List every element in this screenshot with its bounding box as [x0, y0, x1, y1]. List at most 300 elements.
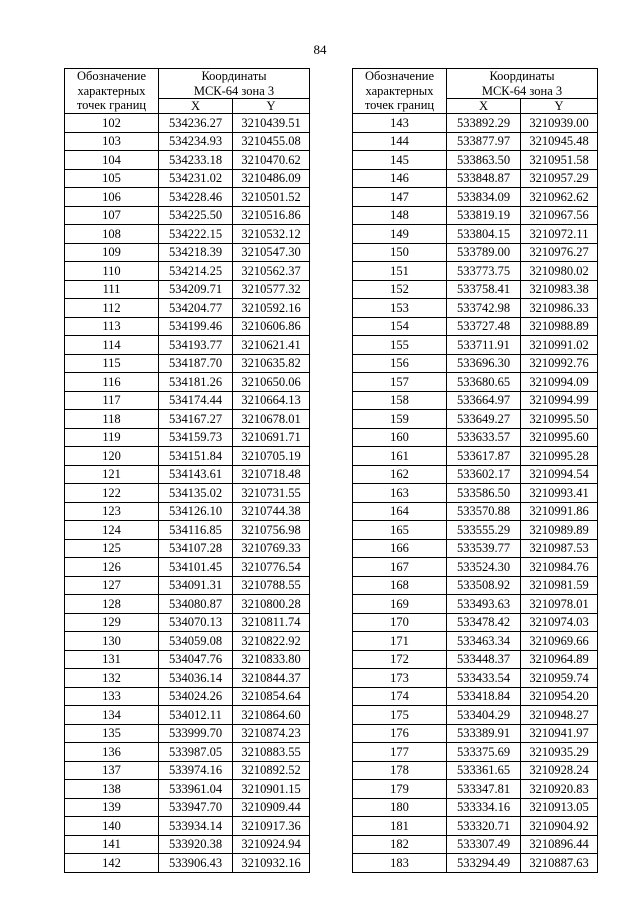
- point-id-cell: 137: [65, 761, 159, 780]
- x-coordinate-cell: 534151.84: [159, 447, 233, 466]
- x-coordinate-cell: 533877.97: [447, 132, 521, 151]
- x-coordinate-cell: 533892.29: [447, 114, 521, 133]
- y-coordinate-cell: 3210932.16: [233, 854, 310, 873]
- y-coordinate-cell: 3210718.48: [233, 465, 310, 484]
- y-coordinate-cell: 3210951.58: [521, 151, 598, 170]
- x-coordinate-cell: 533493.63: [447, 595, 521, 614]
- y-coordinate-cell: 3210833.80: [233, 650, 310, 669]
- y-coordinate-cell: 3210844.37: [233, 669, 310, 688]
- point-id-cell: 144: [353, 132, 447, 151]
- x-coordinate-cell: 534135.02: [159, 484, 233, 503]
- x-coordinate-cell: 534236.27: [159, 114, 233, 133]
- table-row: [353, 687, 598, 706]
- x-coordinate-cell: 534159.73: [159, 428, 233, 447]
- x-coordinate-cell: 533294.49: [447, 854, 521, 873]
- x-coordinate-cell: 533711.91: [447, 336, 521, 355]
- point-id-cell: 125: [65, 539, 159, 558]
- y-coordinate-cell: 3210883.55: [233, 743, 310, 762]
- table-row: [65, 817, 310, 836]
- table-row: [353, 706, 598, 725]
- x-coordinate-cell: 533947.70: [159, 798, 233, 817]
- x-coordinate-cell: 533389.91: [447, 724, 521, 743]
- x-coordinate-cell: 534059.08: [159, 632, 233, 651]
- y-coordinate-cell: 3210972.11: [521, 225, 598, 244]
- y-coordinate-cell: 3210974.03: [521, 613, 598, 632]
- y-coordinate-cell: 3210705.19: [233, 447, 310, 466]
- table-row: [353, 151, 598, 170]
- point-id-cell: 103: [65, 132, 159, 151]
- y-coordinate-cell: 3210967.56: [521, 206, 598, 225]
- point-id-cell: 117: [65, 391, 159, 410]
- point-id-cell: 176: [353, 724, 447, 743]
- table-row: [65, 743, 310, 762]
- table-row: [65, 225, 310, 244]
- y-coordinate-cell: 3210650.06: [233, 373, 310, 392]
- point-id-cell: 157: [353, 373, 447, 392]
- point-id-cell: 134: [65, 706, 159, 725]
- x-coordinate-cell: 533819.19: [447, 206, 521, 225]
- point-id-cell: 161: [353, 447, 447, 466]
- table-row: [65, 706, 310, 725]
- x-coordinate-cell: 533758.41: [447, 280, 521, 299]
- y-coordinate-cell: 3210983.38: [521, 280, 598, 299]
- header-label-line: точек границ: [364, 98, 435, 113]
- table-row: [65, 558, 310, 577]
- y-coordinate-cell: 3210995.60: [521, 428, 598, 447]
- y-coordinate-cell: 3210945.48: [521, 132, 598, 151]
- x-coordinate-cell: 534231.02: [159, 169, 233, 188]
- x-coordinate-cell: 533586.50: [447, 484, 521, 503]
- point-id-cell: 147: [353, 188, 447, 207]
- point-id-cell: 129: [65, 613, 159, 632]
- table-row: [65, 724, 310, 743]
- y-coordinate-cell: 3210811.74: [233, 613, 310, 632]
- table-row: [65, 151, 310, 170]
- x-coordinate-cell: 533555.29: [447, 521, 521, 540]
- y-coordinate-cell: 3210635.82: [233, 354, 310, 373]
- x-coordinate-cell: 534233.18: [159, 151, 233, 170]
- y-coordinate-cell: 3210939.00: [521, 114, 598, 133]
- point-id-cell: 140: [65, 817, 159, 836]
- y-coordinate-cell: 3210621.41: [233, 336, 310, 355]
- y-coordinate-cell: 3210976.27: [521, 243, 598, 262]
- x-coordinate-cell: 533375.69: [447, 743, 521, 762]
- point-id-cell: 133: [65, 687, 159, 706]
- x-coordinate-cell: 534091.31: [159, 576, 233, 595]
- x-coordinate-cell: 533539.77: [447, 539, 521, 558]
- header-label-line: характерных: [77, 83, 146, 98]
- y-coordinate-cell: 3210991.02: [521, 336, 598, 355]
- table-row: [353, 761, 598, 780]
- y-coordinate-cell: 3210920.83: [521, 780, 598, 799]
- table-row: [65, 428, 310, 447]
- x-coordinate-cell: 534107.28: [159, 539, 233, 558]
- table-row: [353, 410, 598, 429]
- x-coordinate-cell: 534012.11: [159, 706, 233, 725]
- table-row: [65, 410, 310, 429]
- y-coordinate-cell: 3210887.63: [521, 854, 598, 873]
- point-id-cell: 126: [65, 558, 159, 577]
- header-label-line: Обозначение: [364, 69, 435, 84]
- y-coordinate-cell: 3210995.28: [521, 447, 598, 466]
- point-id-cell: 153: [353, 299, 447, 318]
- x-coordinate-cell: 533804.15: [447, 225, 521, 244]
- x-coordinate-cell: 534234.93: [159, 132, 233, 151]
- point-id-cell: 141: [65, 835, 159, 854]
- point-id-cell: 163: [353, 484, 447, 503]
- x-coordinate-cell: 533727.48: [447, 317, 521, 336]
- point-id-cell: 180: [353, 798, 447, 817]
- table-row: [353, 447, 598, 466]
- x-coordinate-cell: 534047.76: [159, 650, 233, 669]
- y-coordinate-cell: 3210991.86: [521, 502, 598, 521]
- x-coordinate-cell: 533999.70: [159, 724, 233, 743]
- table-body-right: [353, 114, 598, 873]
- y-coordinate-cell: 3210664.13: [233, 391, 310, 410]
- x-coordinate-cell: 534181.26: [159, 373, 233, 392]
- table-row: [65, 835, 310, 854]
- y-coordinate-cell: 3210917.36: [233, 817, 310, 836]
- point-id-cell: 164: [353, 502, 447, 521]
- coordinates-table-right: [352, 68, 598, 873]
- y-coordinate-cell: 3210532.12: [233, 225, 310, 244]
- x-coordinate-cell: 533433.54: [447, 669, 521, 688]
- y-coordinate-cell: 3210989.89: [521, 521, 598, 540]
- table-row: [65, 132, 310, 151]
- point-id-cell: 152: [353, 280, 447, 299]
- point-id-cell: 138: [65, 780, 159, 799]
- table-row: [353, 188, 598, 207]
- x-coordinate-cell: 534116.85: [159, 521, 233, 540]
- point-id-cell: 151: [353, 262, 447, 281]
- table-row: [353, 817, 598, 836]
- y-coordinate-cell: 3210981.59: [521, 576, 598, 595]
- table-row: [65, 317, 310, 336]
- point-id-cell: 120: [65, 447, 159, 466]
- x-coordinate-cell: 533848.87: [447, 169, 521, 188]
- header-y: Y: [233, 99, 310, 114]
- point-id-cell: 159: [353, 410, 447, 429]
- table-row: [353, 521, 598, 540]
- point-id-cell: 107: [65, 206, 159, 225]
- y-coordinate-cell: 3210854.64: [233, 687, 310, 706]
- point-id-cell: 181: [353, 817, 447, 836]
- table-row: [65, 447, 310, 466]
- x-coordinate-cell: 533863.50: [447, 151, 521, 170]
- x-coordinate-cell: 534199.46: [159, 317, 233, 336]
- y-coordinate-cell: 3210948.27: [521, 706, 598, 725]
- point-id-cell: 154: [353, 317, 447, 336]
- point-id-cell: 124: [65, 521, 159, 540]
- x-coordinate-cell: 534228.46: [159, 188, 233, 207]
- table-row: [65, 576, 310, 595]
- y-coordinate-cell: 3210962.62: [521, 188, 598, 207]
- point-id-cell: 115: [65, 354, 159, 373]
- table-row: [65, 632, 310, 651]
- table-row: [353, 114, 598, 133]
- table-row: [353, 669, 598, 688]
- point-id-cell: 142: [65, 854, 159, 873]
- point-id-cell: 177: [353, 743, 447, 762]
- table-row: [353, 484, 598, 503]
- x-coordinate-cell: 533934.14: [159, 817, 233, 836]
- y-coordinate-cell: 3210896.44: [521, 835, 598, 854]
- y-coordinate-cell: 3210935.29: [521, 743, 598, 762]
- point-id-cell: 168: [353, 576, 447, 595]
- table-row: [353, 206, 598, 225]
- point-id-cell: 170: [353, 613, 447, 632]
- header-coords-line: МСК-64 зона 3: [193, 83, 275, 98]
- point-id-cell: 110: [65, 262, 159, 281]
- point-id-cell: 128: [65, 595, 159, 614]
- y-coordinate-cell: 3210769.33: [233, 539, 310, 558]
- table-row: [65, 299, 310, 318]
- table-row: [353, 169, 598, 188]
- x-coordinate-cell: 534126.10: [159, 502, 233, 521]
- point-id-cell: 173: [353, 669, 447, 688]
- table-row: [65, 243, 310, 262]
- x-coordinate-cell: 533617.87: [447, 447, 521, 466]
- x-coordinate-cell: 533834.09: [447, 188, 521, 207]
- table-row: [353, 650, 598, 669]
- header-point-label: [65, 69, 159, 114]
- table-row: [65, 169, 310, 188]
- x-coordinate-cell: 534204.77: [159, 299, 233, 318]
- header-x: X: [159, 99, 233, 114]
- table-row: [65, 539, 310, 558]
- table-row: [353, 558, 598, 577]
- table-row: [353, 854, 598, 873]
- y-coordinate-cell: 3210941.97: [521, 724, 598, 743]
- point-id-cell: 179: [353, 780, 447, 799]
- y-coordinate-cell: 3210993.41: [521, 484, 598, 503]
- table-row: [353, 336, 598, 355]
- y-coordinate-cell: 3210994.54: [521, 465, 598, 484]
- point-id-cell: 106: [65, 188, 159, 207]
- point-id-cell: 109: [65, 243, 159, 262]
- point-id-cell: 174: [353, 687, 447, 706]
- table-row: [353, 280, 598, 299]
- y-coordinate-cell: 3210800.28: [233, 595, 310, 614]
- point-id-cell: 104: [65, 151, 159, 170]
- point-id-cell: 118: [65, 410, 159, 429]
- point-id-cell: 156: [353, 354, 447, 373]
- x-coordinate-cell: 533463.34: [447, 632, 521, 651]
- x-coordinate-cell: 533974.16: [159, 761, 233, 780]
- table-row: [65, 613, 310, 632]
- y-coordinate-cell: 3210969.66: [521, 632, 598, 651]
- y-coordinate-cell: 3210501.52: [233, 188, 310, 207]
- y-coordinate-cell: 3210756.98: [233, 521, 310, 540]
- x-coordinate-cell: 534225.50: [159, 206, 233, 225]
- header-y: Y: [521, 99, 598, 114]
- x-coordinate-cell: 533524.30: [447, 558, 521, 577]
- table-row: [65, 262, 310, 281]
- page-number: 84: [313, 42, 327, 57]
- table-row: [65, 373, 310, 392]
- y-coordinate-cell: 3210994.09: [521, 373, 598, 392]
- x-coordinate-cell: 533508.92: [447, 576, 521, 595]
- y-coordinate-cell: 3210562.37: [233, 262, 310, 281]
- table-row: [353, 835, 598, 854]
- table-row: [353, 299, 598, 318]
- y-coordinate-cell: 3210577.32: [233, 280, 310, 299]
- y-coordinate-cell: 3210901.15: [233, 780, 310, 799]
- point-id-cell: 113: [65, 317, 159, 336]
- x-coordinate-cell: 534070.13: [159, 613, 233, 632]
- point-id-cell: 178: [353, 761, 447, 780]
- x-coordinate-cell: 533347.81: [447, 780, 521, 799]
- header-coords-line: МСК-64 зона 3: [481, 83, 563, 98]
- y-coordinate-cell: 3210731.55: [233, 484, 310, 503]
- x-coordinate-cell: 534024.26: [159, 687, 233, 706]
- table-row: [353, 743, 598, 762]
- table-row: [65, 354, 310, 373]
- y-coordinate-cell: 3210964.89: [521, 650, 598, 669]
- x-coordinate-cell: 533633.57: [447, 428, 521, 447]
- point-id-cell: 132: [65, 669, 159, 688]
- y-coordinate-cell: 3210788.55: [233, 576, 310, 595]
- table-row: [65, 780, 310, 799]
- table-row: [65, 521, 310, 540]
- x-coordinate-cell: 533773.75: [447, 262, 521, 281]
- point-id-cell: 155: [353, 336, 447, 355]
- table-row: [65, 650, 310, 669]
- x-coordinate-cell: 533361.65: [447, 761, 521, 780]
- point-id-cell: 111: [65, 280, 159, 299]
- point-id-cell: 158: [353, 391, 447, 410]
- y-coordinate-cell: 3210909.44: [233, 798, 310, 817]
- header-point-label: [353, 69, 447, 114]
- table-row: [65, 687, 310, 706]
- x-coordinate-cell: 534036.14: [159, 669, 233, 688]
- point-id-cell: 114: [65, 336, 159, 355]
- y-coordinate-cell: 3210592.16: [233, 299, 310, 318]
- y-coordinate-cell: 3210913.05: [521, 798, 598, 817]
- x-coordinate-cell: 534080.87: [159, 595, 233, 614]
- table-row: [65, 595, 310, 614]
- x-coordinate-cell: 533696.30: [447, 354, 521, 373]
- y-coordinate-cell: 3210822.92: [233, 632, 310, 651]
- x-coordinate-cell: 533961.04: [159, 780, 233, 799]
- point-id-cell: 105: [65, 169, 159, 188]
- table-row: [353, 243, 598, 262]
- table-row: [353, 391, 598, 410]
- x-coordinate-cell: 534209.71: [159, 280, 233, 299]
- table-row: [65, 798, 310, 817]
- table-row: [65, 280, 310, 299]
- table-row: [353, 262, 598, 281]
- y-coordinate-cell: 3210986.33: [521, 299, 598, 318]
- table-row: [353, 132, 598, 151]
- point-id-cell: 149: [353, 225, 447, 244]
- table-row: [353, 632, 598, 651]
- point-id-cell: 143: [353, 114, 447, 133]
- y-coordinate-cell: 3210486.09: [233, 169, 310, 188]
- y-coordinate-cell: 3210994.99: [521, 391, 598, 410]
- table-row: [353, 317, 598, 336]
- table-row: [353, 428, 598, 447]
- y-coordinate-cell: 3210988.89: [521, 317, 598, 336]
- point-id-cell: 148: [353, 206, 447, 225]
- x-coordinate-cell: 533664.97: [447, 391, 521, 410]
- table-row: [65, 391, 310, 410]
- x-coordinate-cell: 533448.37: [447, 650, 521, 669]
- x-coordinate-cell: 533418.84: [447, 687, 521, 706]
- table-row: [353, 724, 598, 743]
- table-row: [353, 539, 598, 558]
- point-id-cell: 122: [65, 484, 159, 503]
- table-row: [353, 225, 598, 244]
- point-id-cell: 183: [353, 854, 447, 873]
- x-coordinate-cell: 533742.98: [447, 299, 521, 318]
- y-coordinate-cell: 3210678.01: [233, 410, 310, 429]
- point-id-cell: 130: [65, 632, 159, 651]
- header-coords-line: Координаты: [489, 69, 555, 83]
- y-coordinate-cell: 3210892.52: [233, 761, 310, 780]
- y-coordinate-cell: 3210439.51: [233, 114, 310, 133]
- point-id-cell: 131: [65, 650, 159, 669]
- table-row: [353, 502, 598, 521]
- point-id-cell: 116: [65, 373, 159, 392]
- point-id-cell: 135: [65, 724, 159, 743]
- x-coordinate-cell: 533649.27: [447, 410, 521, 429]
- header-label-line: характерных: [365, 83, 434, 98]
- x-coordinate-cell: 533906.43: [159, 854, 233, 873]
- x-coordinate-cell: 534214.25: [159, 262, 233, 281]
- point-id-cell: 171: [353, 632, 447, 651]
- point-id-cell: 123: [65, 502, 159, 521]
- header-x: X: [447, 99, 521, 114]
- y-coordinate-cell: 3210776.54: [233, 558, 310, 577]
- table-row: [65, 114, 310, 133]
- y-coordinate-cell: 3210904.92: [521, 817, 598, 836]
- y-coordinate-cell: 3210957.29: [521, 169, 598, 188]
- header-coords-line: Координаты: [201, 69, 267, 83]
- x-coordinate-cell: 534193.77: [159, 336, 233, 355]
- x-coordinate-cell: 533680.65: [447, 373, 521, 392]
- header-coordinates: [159, 69, 310, 99]
- table-body-left: [65, 114, 310, 873]
- y-coordinate-cell: 3210959.74: [521, 669, 598, 688]
- point-id-cell: 119: [65, 428, 159, 447]
- point-id-cell: 127: [65, 576, 159, 595]
- table-row: [353, 465, 598, 484]
- point-id-cell: 108: [65, 225, 159, 244]
- header-coordinates: [447, 69, 598, 99]
- y-coordinate-cell: 3210547.30: [233, 243, 310, 262]
- point-id-cell: 150: [353, 243, 447, 262]
- point-id-cell: 169: [353, 595, 447, 614]
- y-coordinate-cell: 3210691.71: [233, 428, 310, 447]
- point-id-cell: 162: [353, 465, 447, 484]
- table-row: [65, 669, 310, 688]
- x-coordinate-cell: 534218.39: [159, 243, 233, 262]
- point-id-cell: 112: [65, 299, 159, 318]
- point-id-cell: 160: [353, 428, 447, 447]
- x-coordinate-cell: 533307.49: [447, 835, 521, 854]
- x-coordinate-cell: 533478.42: [447, 613, 521, 632]
- point-id-cell: 182: [353, 835, 447, 854]
- point-id-cell: 175: [353, 706, 447, 725]
- y-coordinate-cell: 3210874.23: [233, 724, 310, 743]
- x-coordinate-cell: 533789.00: [447, 243, 521, 262]
- x-coordinate-cell: 534101.45: [159, 558, 233, 577]
- x-coordinate-cell: 534174.44: [159, 391, 233, 410]
- x-coordinate-cell: 533404.29: [447, 706, 521, 725]
- y-coordinate-cell: 3210606.86: [233, 317, 310, 336]
- y-coordinate-cell: 3210954.20: [521, 687, 598, 706]
